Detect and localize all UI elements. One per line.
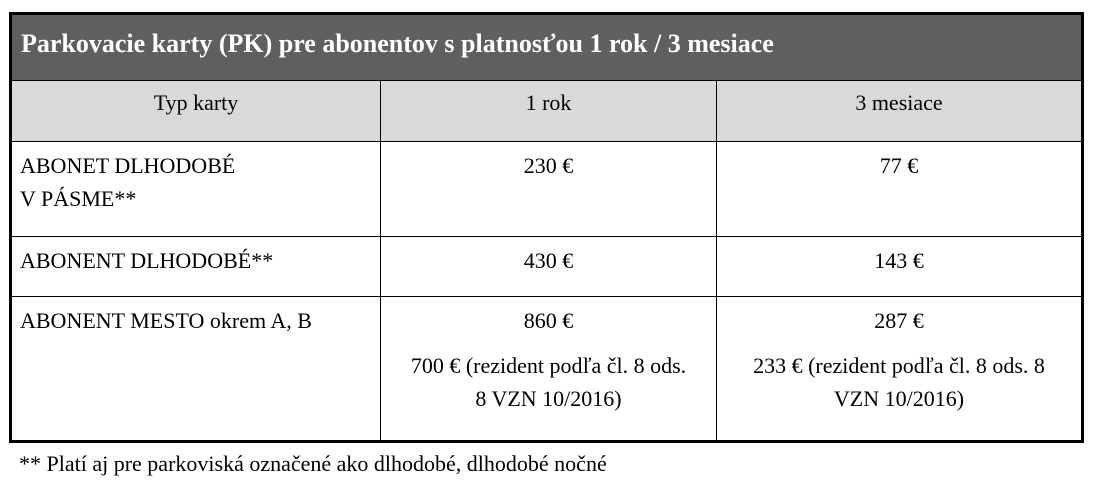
table-row	[12, 297, 1081, 440]
price-1-year: 430 €	[523, 248, 574, 273]
price-3-months-cell	[717, 142, 1081, 236]
price-1-year-cell	[381, 142, 717, 236]
table-grid	[12, 81, 1081, 440]
card-type-cell	[12, 297, 381, 440]
column-header-3-months: 3 mesiace	[855, 90, 943, 115]
column-header-card-type: Typ karty	[12, 81, 381, 141]
card-type-line: V PÁSME**	[20, 186, 137, 211]
price-3-months-cell	[717, 297, 1081, 440]
column-header-1-year: 1 rok	[381, 81, 717, 141]
price-1-year: 230 €	[523, 153, 574, 178]
resident-price-1-year	[381, 349, 716, 415]
price-1-year-cell	[381, 237, 717, 296]
price-3-months-cell	[717, 237, 1081, 296]
table-title: Parkovacie karty (PK) pre abonentov s platnosťou 1 rok / 3 mesiace	[21, 29, 774, 58]
resident-price-line: 233 € (rezident podľa čl. 8 ods. 8	[753, 353, 1045, 378]
table-row	[12, 237, 1081, 297]
pricing-table	[9, 12, 1084, 443]
table-title-bar	[12, 15, 1081, 81]
price-1-year-cell	[381, 297, 717, 440]
card-type-line: ABONET DLHODOBÉ	[20, 153, 236, 178]
footnote: ** Platí aj pre parkoviská označené ako dlhodobé, dlhodobé nočné	[19, 451, 607, 476]
price-3-months: 77 €	[879, 153, 919, 178]
resident-price-line: VZN 10/2016)	[833, 386, 965, 411]
resident-price-3-months	[717, 349, 1081, 415]
resident-price-line: 700 € (rezident podľa čl. 8 ods.	[410, 353, 687, 378]
price-1-year: 860 €	[523, 308, 574, 333]
price-3-months: 287 €	[874, 308, 924, 333]
table-row	[12, 142, 1081, 237]
card-type-line: ABONENT DLHODOBÉ**	[20, 248, 274, 273]
card-type-cell	[12, 237, 381, 296]
resident-price-line: 8 VZN 10/2016)	[475, 386, 622, 411]
card-type-line: ABONENT MESTO okrem A, B	[20, 308, 312, 333]
card-type-cell	[12, 142, 381, 236]
table-header-row	[12, 81, 1081, 142]
price-3-months: 143 €	[874, 248, 924, 273]
